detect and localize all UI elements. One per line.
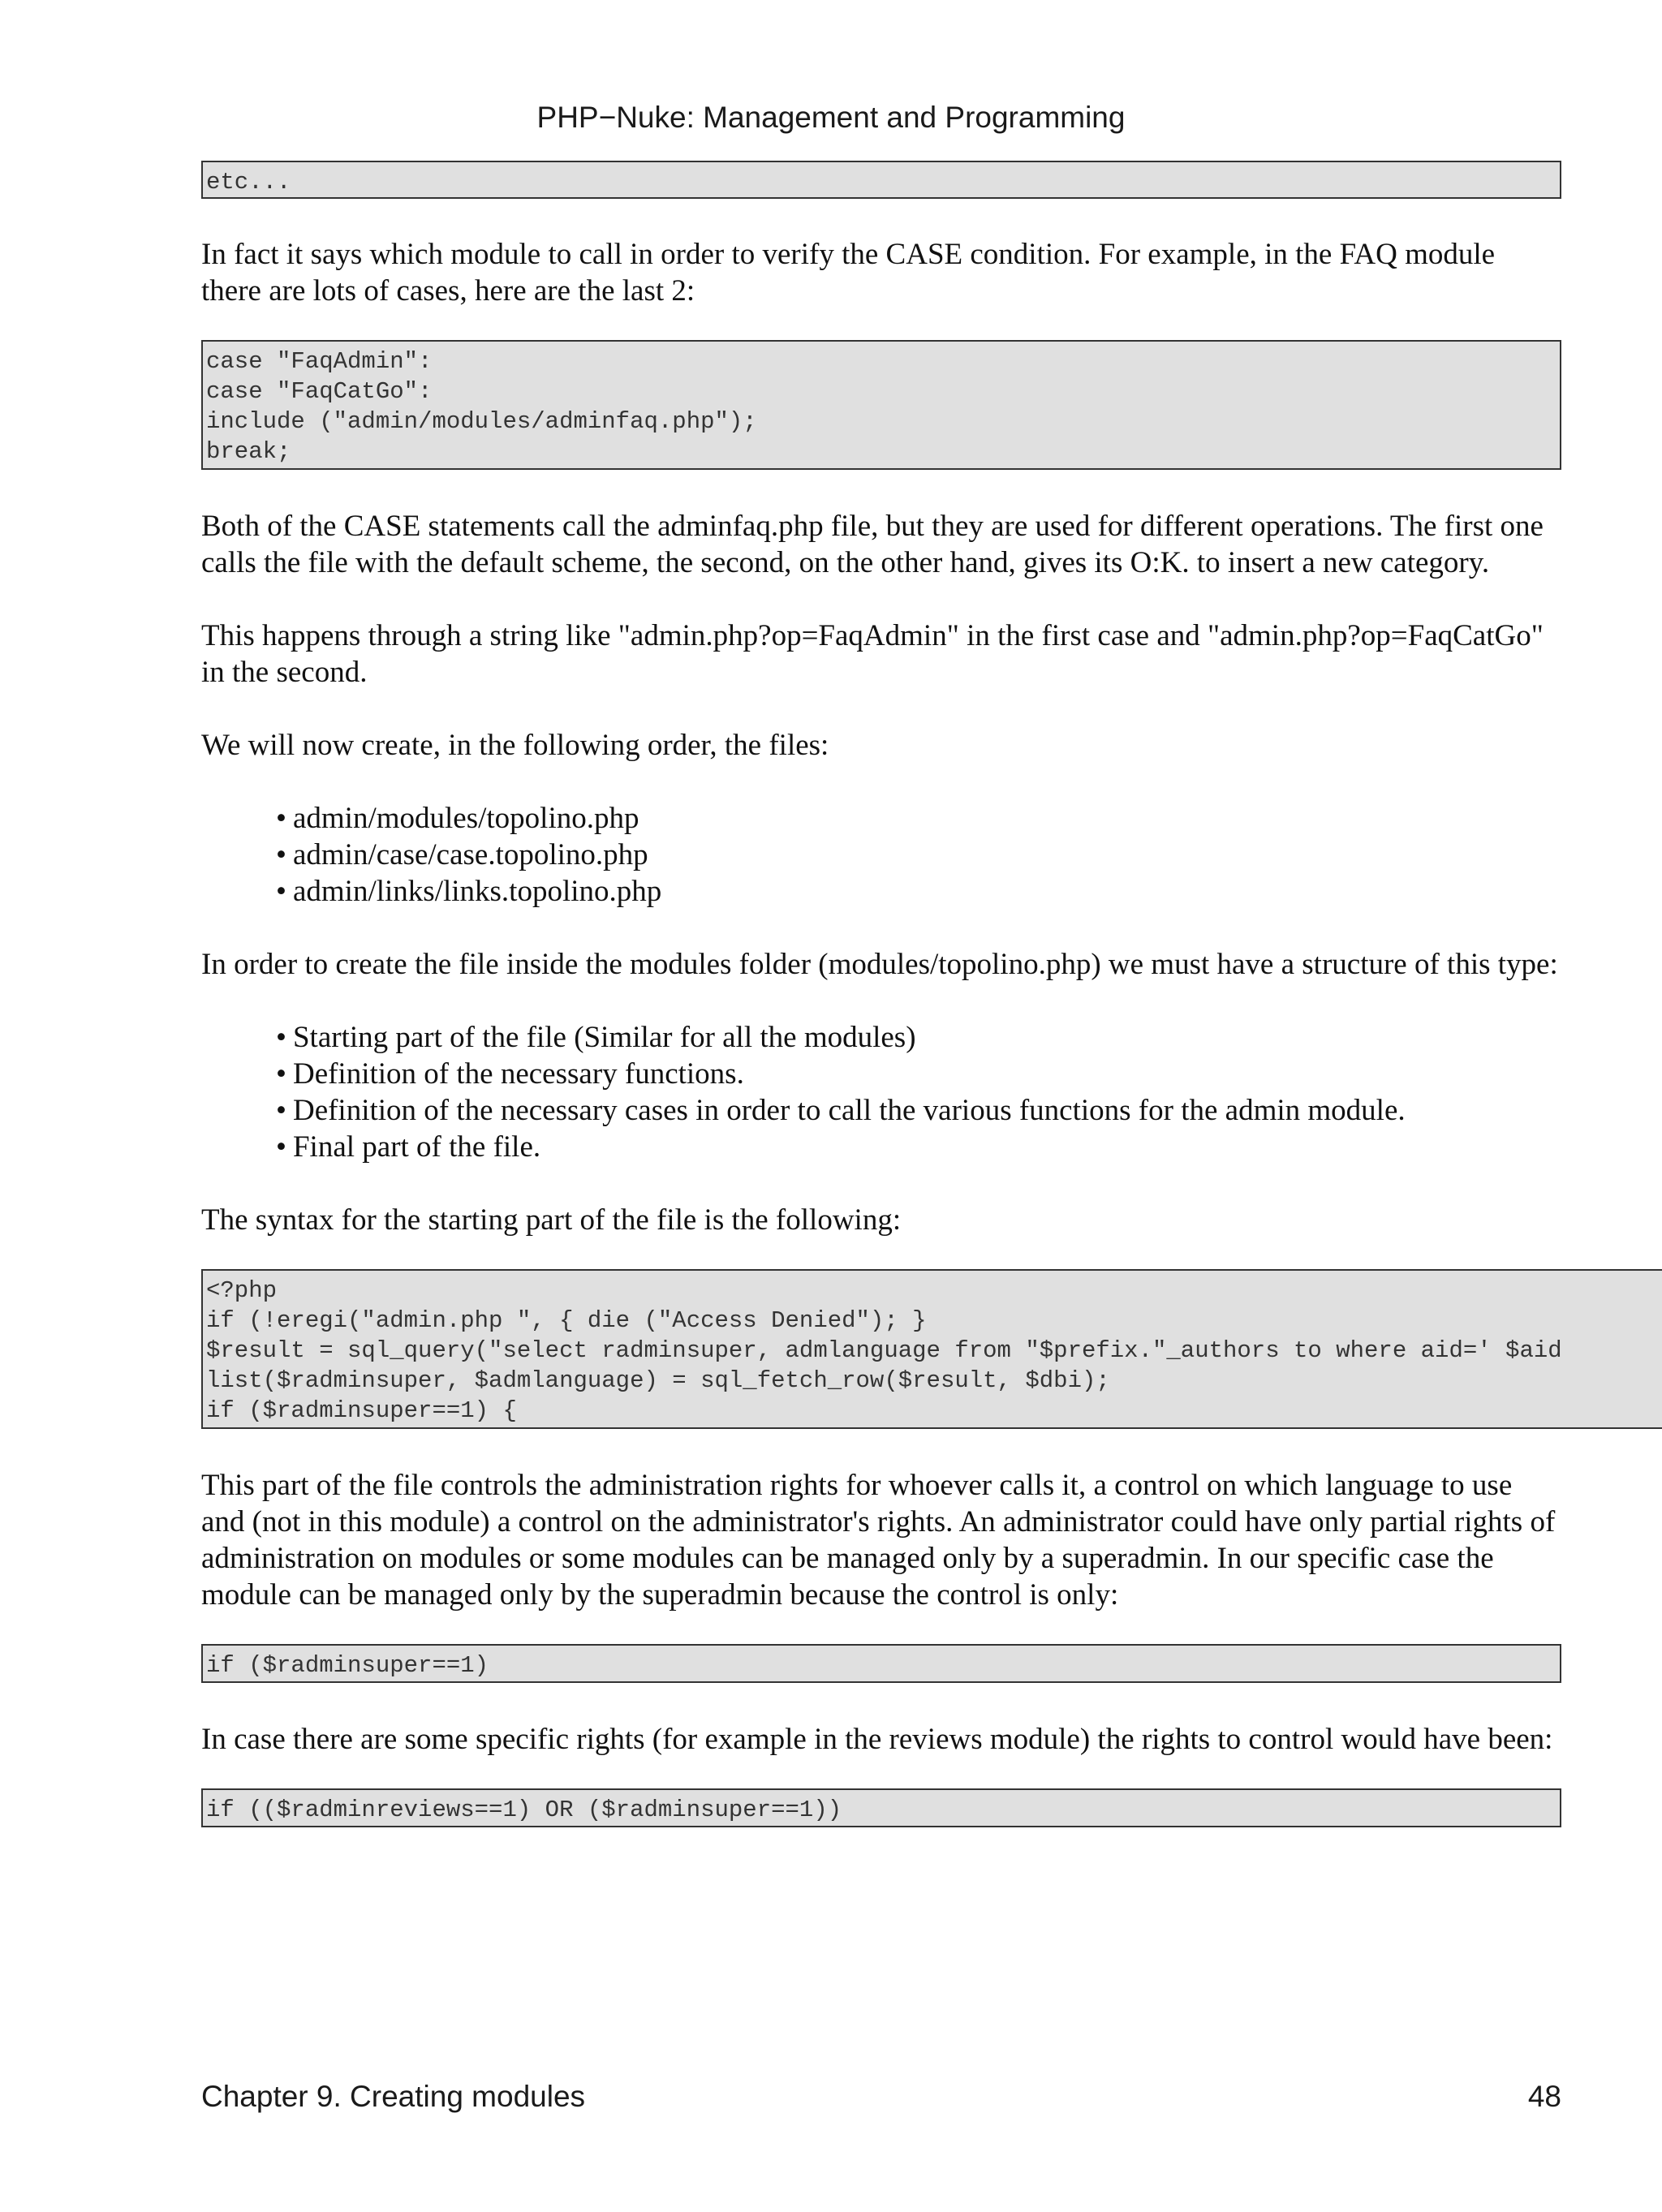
page-content bbox=[201, 161, 1561, 1827]
list-item: • admin/modules/topolino.php bbox=[276, 800, 1561, 837]
code-block-super bbox=[201, 1644, 1561, 1683]
list-item: • admin/links/links.topolino.php bbox=[276, 873, 1561, 910]
list-item: • admin/case/case.topolino.php bbox=[276, 837, 1561, 873]
code-line: if ($radminsuper==1) { bbox=[206, 1397, 517, 1424]
list-item: • Starting part of the file (Similar for all the modules) bbox=[276, 1019, 1561, 1056]
paragraph-happens: This happens through a string like "admin.php?op=FaqAdmin" in the first case and "admin.php?op=FaqCatGo" in the second. bbox=[201, 619, 1544, 689]
page-header: PHP−Nuke: Management and Programming bbox=[536, 101, 1126, 134]
code-line: <?php bbox=[206, 1277, 278, 1304]
paragraph-both: Both of the CASE statements call the adminfaq.php file, but they are used for different operations. The first one calls the file with the default scheme, the second, on the other hand, gives its O:K. to insert a new category. bbox=[201, 510, 1544, 579]
code-line: break; bbox=[206, 438, 291, 465]
list-item: • Final part of the file. bbox=[276, 1129, 1561, 1165]
code-line: if (($radminreviews==1) OR ($radminsuper==1)) bbox=[206, 1797, 842, 1823]
paragraph-controls: This part of the file controls the administration rights for whoever calls it, a control on which language to use and (not in this module) a control on the administrator's rights. An administrator could have only partial rights of administration on modules or some modules can be managed only by a superadmin. In our specific case the module can be managed only by the superadmin because the control is only: bbox=[201, 1469, 1556, 1612]
paragraph-order: In order to create the file inside the modules folder (modules/topolino.php) we must have a structure of this type: bbox=[201, 948, 1558, 981]
paragraph-fact: In fact it says which module to call in order to verify the CASE condition. For example, in the FAQ module there are lots of cases, here are the last 2: bbox=[201, 238, 1496, 308]
code-block-reviews bbox=[201, 1788, 1561, 1827]
paragraph-create: We will now create, in the following order, the files: bbox=[201, 729, 829, 762]
code-line: case "FaqCatGo": bbox=[206, 378, 433, 405]
code-line: case "FaqAdmin": bbox=[206, 348, 433, 375]
code-line: if (!eregi("admin.php ", { die ("Access Denied"); } bbox=[206, 1307, 927, 1334]
code-line: etc... bbox=[206, 169, 291, 196]
paragraph-syntax: The syntax for the starting part of the file is the following: bbox=[201, 1203, 902, 1237]
list-structure bbox=[201, 1019, 1561, 1165]
list-item: • Definition of the necessary functions. bbox=[276, 1056, 1561, 1092]
code-block-etc bbox=[201, 161, 1561, 199]
page-footer bbox=[201, 2080, 1561, 2114]
code-line: list($radminsuper, $admlanguage) = sql_fetch_row($result, $dbi); bbox=[206, 1367, 1110, 1394]
list-item: • Definition of the necessary cases in order to call the various functions for the admin module. bbox=[276, 1092, 1561, 1129]
code-line: if ($radminsuper==1) bbox=[206, 1652, 489, 1679]
code-line: include ("admin/modules/adminfaq.php"); bbox=[206, 408, 757, 435]
list-files bbox=[201, 800, 1561, 910]
paragraph-case: In case there are some specific rights (for example in the reviews module) the rights to control would have been: bbox=[201, 1723, 1553, 1756]
code-block-cases bbox=[201, 340, 1561, 470]
code-block-start bbox=[201, 1269, 1662, 1429]
footer-chapter: Chapter 9. Creating modules bbox=[201, 2080, 586, 2113]
page-number: 48 bbox=[1527, 2080, 1561, 2113]
code-line: $result = sql_query("select radminsuper, admlanguage from "$prefix."_authors to where aid=' $aid bbox=[206, 1337, 1562, 1364]
